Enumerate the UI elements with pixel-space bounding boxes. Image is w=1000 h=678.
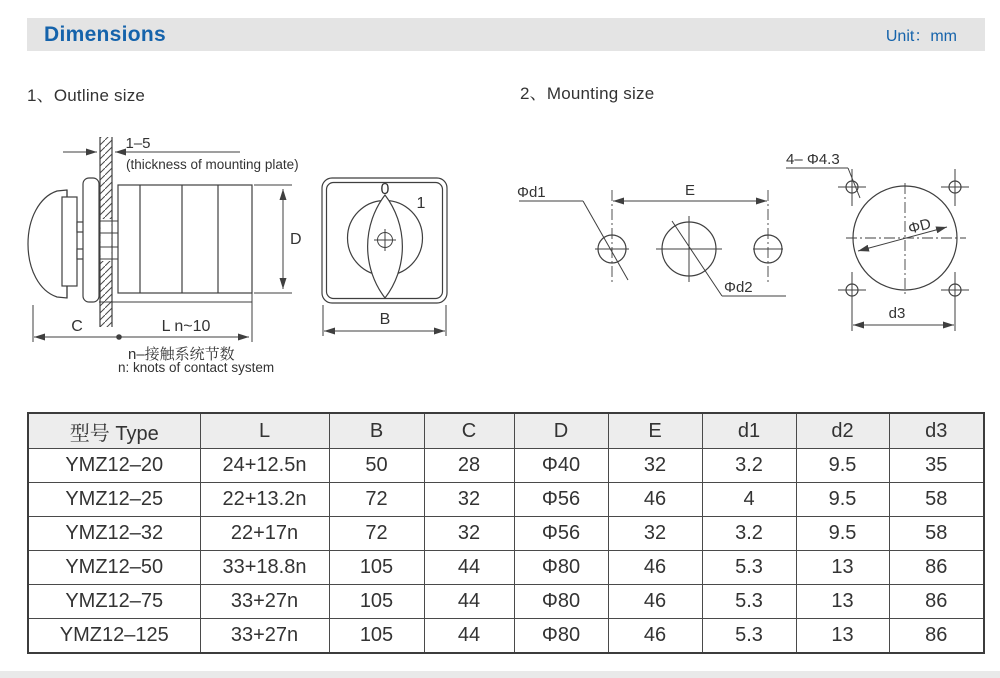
- cell-l: 24+12.5n: [200, 449, 329, 483]
- cell-c: 32: [424, 483, 514, 517]
- thickness-dimension: [63, 135, 299, 172]
- cell-l: 22+17n: [200, 517, 329, 551]
- cell-d3: 86: [889, 619, 984, 654]
- corner-hole-top-left: [838, 169, 866, 206]
- cell-c: 44: [424, 619, 514, 654]
- col-header-e: E: [608, 413, 702, 449]
- cell-b: 72: [329, 517, 424, 551]
- cell-d3: 58: [889, 517, 984, 551]
- cell-b: 72: [329, 483, 424, 517]
- table-row: [28, 551, 984, 585]
- cell-d2: 13: [796, 585, 889, 619]
- cell-d: Φ40: [514, 449, 608, 483]
- c-dimension-label: C: [71, 318, 83, 335]
- table-row: [28, 449, 984, 483]
- knob-handle: [62, 197, 77, 286]
- switch-front-view: [322, 178, 447, 336]
- l-dimension-label: L n~10: [161, 318, 211, 335]
- cell-d1: 5.3: [702, 585, 796, 619]
- d2-dimension-label: Φd2: [724, 279, 753, 296]
- corner-holes-label: 4– Φ4.3: [786, 151, 840, 168]
- cell-b: 105: [329, 551, 424, 585]
- corner-hole-top-right: [941, 169, 969, 206]
- col-header-b: B: [329, 413, 424, 449]
- c-l-dimensions: [33, 293, 252, 342]
- front-bezel: [83, 178, 99, 302]
- e-dimension-label: E: [684, 182, 696, 199]
- table-row: [28, 517, 984, 551]
- col-header-d: D: [514, 413, 608, 449]
- outline-size-heading: 1、Outline size: [27, 86, 146, 105]
- col-header-d1: d1: [702, 413, 796, 449]
- col-header-d3: d3: [889, 413, 984, 449]
- knob-dome: [28, 190, 67, 298]
- cell-c: 32: [424, 517, 514, 551]
- cell-d1: 4: [702, 483, 796, 517]
- col-header-type: 型号 Type: [28, 413, 200, 449]
- cell-d3: 35: [889, 449, 984, 483]
- table-row: [28, 585, 984, 619]
- cell-type: YMZ12–20: [28, 449, 200, 483]
- b-dimension: [323, 305, 446, 336]
- cell-l: 22+13.2n: [200, 483, 329, 517]
- cell-e: 32: [608, 517, 702, 551]
- cell-d2: 13: [796, 619, 889, 654]
- page-bottom-edge: [0, 671, 1000, 678]
- cell-type: YMZ12–125: [28, 619, 200, 654]
- cell-e: 46: [608, 551, 702, 585]
- cell-d3: 58: [889, 483, 984, 517]
- unit-label: Unit：mm: [885, 28, 957, 45]
- cell-e: 46: [608, 483, 702, 517]
- cell-d1: 3.2: [702, 517, 796, 551]
- table-row: [28, 483, 984, 517]
- d-dimension: [254, 185, 302, 293]
- switch-side-view: [28, 135, 302, 375]
- cell-d1: 5.3: [702, 551, 796, 585]
- table-header-row: [28, 413, 984, 449]
- cell-d: Φ80: [514, 585, 608, 619]
- position-1-label: 1: [416, 195, 426, 212]
- b-dimension-label: B: [379, 311, 391, 328]
- cell-type: YMZ12–50: [28, 551, 200, 585]
- table-row: [28, 619, 984, 654]
- position-0-label: 0: [380, 181, 390, 198]
- d3-dimension-label: d3: [888, 305, 906, 322]
- cell-e: 32: [608, 449, 702, 483]
- panel-cutout-view: [786, 151, 969, 331]
- mounting-holes-view: [517, 182, 786, 296]
- cell-e: 46: [608, 619, 702, 654]
- contact-note-cn: n–接触系统节数: [128, 346, 235, 363]
- dimensions-table: [27, 412, 985, 654]
- cell-type: YMZ12–25: [28, 483, 200, 517]
- cell-b: 50: [329, 449, 424, 483]
- cell-c: 28: [424, 449, 514, 483]
- cell-d: Φ80: [514, 619, 608, 654]
- big-d-dimension-label: ΦD: [906, 215, 933, 238]
- cell-d: Φ56: [514, 517, 608, 551]
- cell-d: Φ56: [514, 483, 608, 517]
- switch-body: [99, 185, 252, 302]
- cell-d1: 5.3: [702, 619, 796, 654]
- cell-type: YMZ12–75: [28, 585, 200, 619]
- col-header-c: C: [424, 413, 514, 449]
- cell-d2: 9.5: [796, 517, 889, 551]
- cell-d3: 86: [889, 585, 984, 619]
- cell-d2: 13: [796, 551, 889, 585]
- d3-dimension: [852, 297, 955, 331]
- mounting-size-heading: 2、Mounting size: [520, 84, 655, 103]
- cell-d2: 9.5: [796, 449, 889, 483]
- section-title-bar: [27, 18, 985, 51]
- thickness-value-label: 1–5: [125, 135, 151, 152]
- cell-l: 33+27n: [200, 585, 329, 619]
- cell-e: 46: [608, 585, 702, 619]
- col-header-l: L: [200, 413, 329, 449]
- cell-b: 105: [329, 585, 424, 619]
- cell-l: 33+18.8n: [200, 551, 329, 585]
- cell-b: 105: [329, 619, 424, 654]
- contact-note-en: n: knots of contact system: [118, 360, 275, 375]
- page-title: Dimensions: [44, 22, 167, 46]
- mounting-size-drawing: [500, 128, 992, 370]
- cell-c: 44: [424, 551, 514, 585]
- thickness-note-label: (thickness of mounting plate): [126, 157, 299, 172]
- cell-type: YMZ12–32: [28, 517, 200, 551]
- cell-l: 33+27n: [200, 619, 329, 654]
- shaft: [99, 219, 118, 261]
- d-dimension-label: D: [290, 231, 302, 248]
- cell-d2: 9.5: [796, 483, 889, 517]
- cell-d: Φ80: [514, 551, 608, 585]
- col-header-d2: d2: [796, 413, 889, 449]
- cell-d3: 86: [889, 551, 984, 585]
- outline-size-drawing: [20, 110, 480, 405]
- cell-c: 44: [424, 585, 514, 619]
- d1-dimension-label: Φd1: [517, 184, 546, 201]
- cell-d1: 3.2: [702, 449, 796, 483]
